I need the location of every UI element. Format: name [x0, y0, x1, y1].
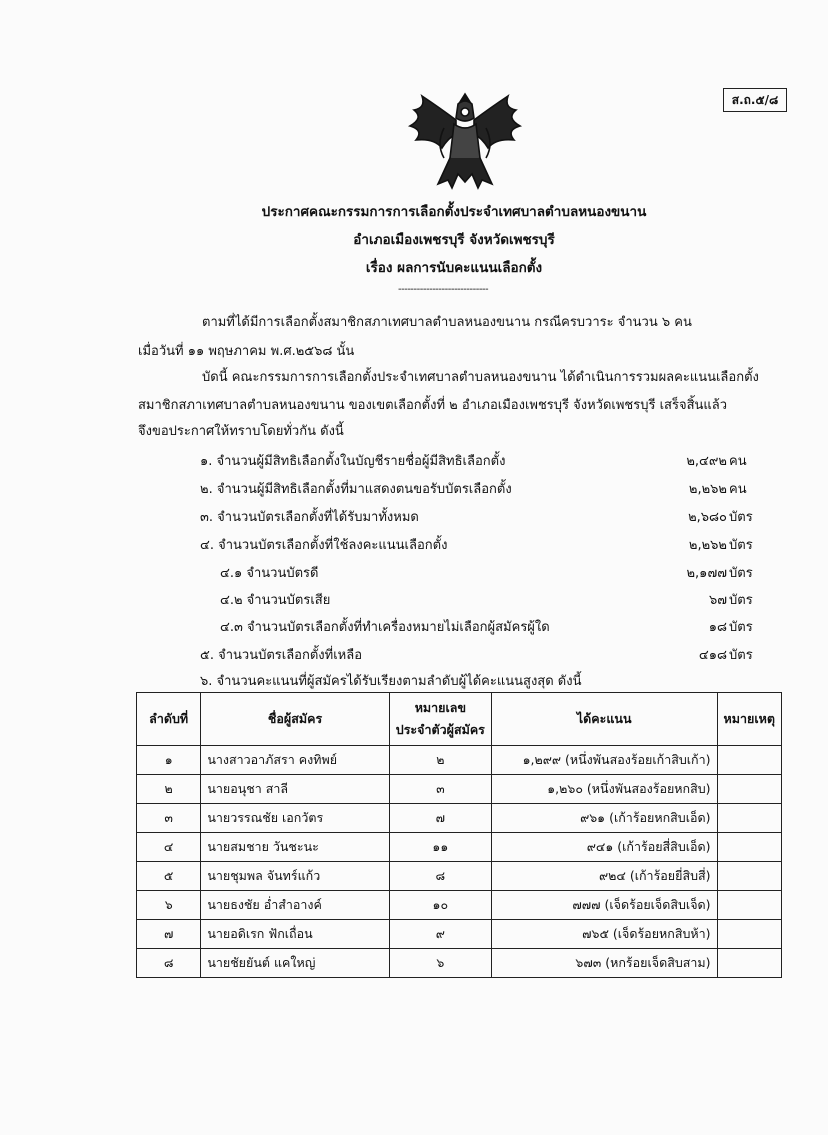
summary-item-value: ๒,๖๘๐ [688, 510, 727, 525]
paragraph-1a: ตามที่ได้มีการเลือกตั้งสมาชิกสภาเทศบาลตำบลหนองขนาน กรณีครบวาระ จำนวน ๖ คน [202, 315, 692, 330]
summary-item-value: ๔๑๘ [698, 648, 727, 663]
cell-note [717, 833, 781, 862]
cell-no: ๓ [137, 804, 201, 833]
cell-note [717, 746, 781, 775]
table-row [137, 862, 782, 891]
summary-item-value: ๒,๒๖๒ [688, 482, 727, 497]
cell-name: นายชุมพล จันทร์แก้ว [201, 862, 389, 891]
summary-subitem [220, 562, 755, 582]
header-number-line2: ประจำตัวผู้สมัคร [395, 722, 485, 737]
cell-score: ๙๖๑ (เก้าร้อยหกสิบเอ็ด) [491, 804, 717, 833]
summary-item [200, 506, 755, 526]
cell-score: ๖๗๓ (หกร้อยเจ็ดสิบสาม) [491, 949, 717, 978]
summary-item-value: ๒,๔๙๒ [686, 454, 727, 469]
summary-item-unit: บัตร [729, 620, 753, 635]
cell-score: ๗๗๗ (เจ็ดร้อยเจ็ดสิบเจ็ด) [491, 891, 717, 920]
cell-no: ๑ [137, 746, 201, 775]
cell-no: ๒ [137, 775, 201, 804]
summary-item [200, 478, 755, 498]
summary-item [200, 644, 755, 664]
cell-note [717, 862, 781, 891]
paragraph-2a: บัดนี้ คณะกรรมการการเลือกตั้งประจำเทศบาลตำบลหนองขนาน ได้ดำเนินการรวมผลคะแนนเลือกตั้ง [202, 370, 759, 385]
summary-item-value: ๑๘ [708, 620, 727, 635]
header-number [389, 693, 491, 746]
summary-subitem [220, 589, 755, 609]
form-code-box: ส.ถ.๕/๘ [723, 88, 787, 112]
cell-name: นายอดิเรก ฟักเถื่อน [201, 920, 389, 949]
table-row [137, 949, 782, 978]
item-6-label: ๖. จำนวนคะแนนที่ผู้สมัครได้รับเรียงตามลำดับผู้ได้คะแนนสูงสุด ดังนี้ [200, 674, 582, 689]
cell-note [717, 949, 781, 978]
summary-item-unit: บัตร [729, 510, 753, 525]
cell-name: นายวรรณชัย เอกวัตร [201, 804, 389, 833]
title-divider: ----------------------------- [398, 284, 489, 295]
table-row [137, 920, 782, 949]
summary-item-label: ๔.๒ จำนวนบัตรเสีย [220, 593, 331, 608]
summary-item-unit: บัตร [729, 648, 753, 663]
cell-no: ๕ [137, 862, 201, 891]
summary-item [200, 534, 755, 554]
header-score: ได้คะแนน [491, 693, 717, 746]
table-header-row [137, 693, 782, 746]
summary-item-label: ๔.๑ จำนวนบัตรดี [220, 566, 319, 581]
paragraph-1b: เมื่อวันที่ ๑๑ พฤษภาคม พ.ศ.๒๕๖๘ นั้น [138, 344, 355, 359]
cell-note [717, 804, 781, 833]
summary-subitem [220, 616, 755, 636]
title-line-3: เรื่อง ผลการนับคะแนนเลือกตั้ง [365, 260, 543, 276]
summary-item-label: ๒. จำนวนผู้มีสิทธิเลือกตั้งที่มาแสดงตนขอรับบัตรเลือกตั้ง [200, 482, 512, 497]
header-note: หมายเหตุ [717, 693, 781, 746]
paragraph-2b: สมาชิกสภาเทศบาลตำบลหนองขนาน ของเขตเลือกตั้งที่ ๒ อำเภอเมืองเพชรบุรี จังหวัดเพชรบุรี เสร็จสิ้นแล้ว [138, 398, 728, 413]
summary-item-label: ๔. จำนวนบัตรเลือกตั้งที่ใช้ลงคะแนนเลือกตั้ง [200, 538, 448, 553]
cell-note [717, 775, 781, 804]
table-row [137, 746, 782, 775]
cell-number: ๓ [389, 775, 491, 804]
summary-item-label: ๕. จำนวนบัตรเลือกตั้งที่เหลือ [200, 648, 363, 663]
cell-score: ๙๔๑ (เก้าร้อยสี่สิบเอ็ด) [491, 833, 717, 862]
summary-item [200, 450, 755, 470]
summary-item-unit: คน [729, 454, 747, 469]
table-row [137, 833, 782, 862]
cell-no: ๘ [137, 949, 201, 978]
header-no: ลำดับที่ [137, 693, 201, 746]
table-row [137, 804, 782, 833]
summary-item-label: ๑. จำนวนผู้มีสิทธิเลือกตั้งในบัญชีรายชื่อผู้มีสิทธิเลือกตั้ง [200, 454, 506, 469]
cell-score: ๗๖๕ (เจ็ดร้อยหกสิบห้า) [491, 920, 717, 949]
cell-number: ๒ [389, 746, 491, 775]
cell-number: ๗ [389, 804, 491, 833]
cell-number: ๑๐ [389, 891, 491, 920]
cell-number: ๙ [389, 920, 491, 949]
summary-item-unit: คน [729, 482, 747, 497]
title-line-2: อำเภอเมืองเพชรบุรี จังหวัดเพชรบุรี [353, 232, 555, 248]
cell-name: นายธงชัย อ่ำสำอางค์ [201, 891, 389, 920]
cell-name: นางสาวอาภัสรา คงทิพย์ [201, 746, 389, 775]
cell-number: ๑๑ [389, 833, 491, 862]
cell-score: ๙๒๔ (เก้าร้อยยี่สิบสี่) [491, 862, 717, 891]
summary-item-label: ๔.๓ จำนวนบัตรเลือกตั้งที่ทำเครื่องหมายไม่เลือกผู้สมัครผู้ใด [220, 620, 550, 635]
garuda-emblem-icon [400, 88, 530, 193]
header-name: ชื่อผู้สมัคร [201, 693, 389, 746]
cell-name: นายสมชาย วันชะนะ [201, 833, 389, 862]
table-row [137, 775, 782, 804]
cell-note [717, 920, 781, 949]
cell-no: ๗ [137, 920, 201, 949]
cell-name: นายอนุชา สาลี [201, 775, 389, 804]
table-row [137, 891, 782, 920]
cell-no: ๔ [137, 833, 201, 862]
title-line-1: ประกาศคณะกรรมการการเลือกตั้งประจำเทศบาลตำบลหนองขนาน [261, 204, 647, 220]
cell-number: ๘ [389, 862, 491, 891]
cell-note [717, 891, 781, 920]
summary-item-value: ๒,๒๖๒ [688, 538, 727, 553]
cell-number: ๖ [389, 949, 491, 978]
summary-item-label: ๓. จำนวนบัตรเลือกตั้งที่ได้รับมาทั้งหมด [200, 510, 419, 525]
paragraph-2c: จึงขอประกาศให้ทราบโดยทั่วกัน ดังนี้ [138, 424, 344, 439]
header-number-line1: หมายเลข [414, 700, 466, 715]
cell-no: ๖ [137, 891, 201, 920]
summary-item-unit: บัตร [729, 538, 753, 553]
summary-item-value: ๖๗ [708, 593, 727, 608]
summary-item-unit: บัตร [729, 566, 753, 581]
cell-score: ๑,๒๙๙ (หนึ่งพันสองร้อยเก้าสิบเก้า) [491, 746, 717, 775]
summary-item-unit: บัตร [729, 593, 753, 608]
cell-score: ๑,๒๖๐ (หนึ่งพันสองร้อยหกสิบ) [491, 775, 717, 804]
summary-item-value: ๒,๑๗๗ [686, 566, 727, 581]
results-table [136, 692, 782, 978]
cell-name: นายชัยยันต์ แคใหญ่ [201, 949, 389, 978]
